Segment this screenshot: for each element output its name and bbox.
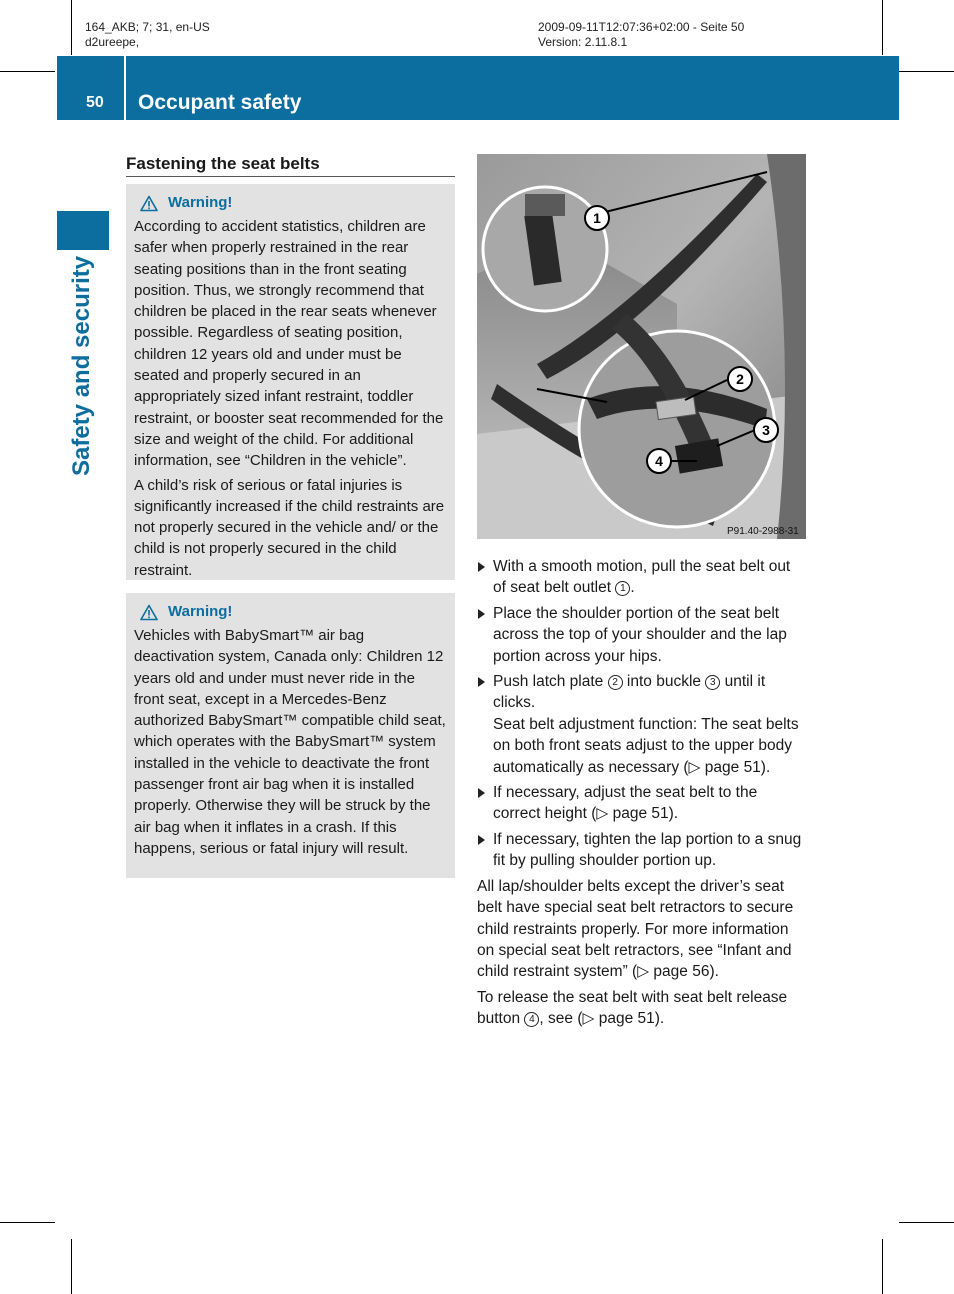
step-arrow-icon	[478, 562, 485, 572]
page-number: 50	[86, 94, 104, 111]
callout-marker	[585, 206, 609, 230]
crop-mark	[882, 1239, 883, 1294]
step-item	[477, 782, 807, 825]
callout-ref: 4	[524, 1012, 539, 1027]
step-text: .	[630, 579, 635, 597]
callout-ref: 1	[615, 581, 630, 596]
side-tab-marker	[57, 211, 109, 250]
crop-mark	[899, 71, 954, 72]
step-text: into buckle	[622, 673, 706, 691]
crop-mark	[71, 0, 72, 55]
warning-triangle-icon	[140, 604, 158, 621]
warning-text: According to accident statistics, children are safer when properly restrained in the rear seating positions than in the front seating position. Thus, we strongly recommend that children be placed in the rear seats whenever possible. Regardless of seating position, children 12 years old and under must be seated and properly secured in an appropriately sized infant restraint, toddler restraint, or booster seat recommended for the size and weight of the child. For additional information, see “Children in the vehicle”.	[134, 218, 444, 470]
chapter-title: Occupant safety	[138, 91, 302, 114]
step-text: If necessary, tighten the lap portion to a snug fit by pulling shoulder portion up.	[493, 830, 802, 870]
body-text: , see (▷ page 51).	[539, 1010, 665, 1028]
step-text: If necessary, adjust the seat belt to the correct height (▷ page 51).	[493, 784, 758, 823]
step-item	[477, 603, 807, 667]
meta-line: Version: 2.11.8.1	[538, 35, 628, 49]
callout-marker	[728, 367, 752, 391]
step-item	[477, 829, 807, 872]
step-item	[477, 671, 807, 778]
body-paragraph	[477, 987, 807, 1030]
side-tab-label: Safety and security	[68, 255, 95, 476]
warning-triangle-icon	[140, 195, 158, 212]
warning-label: Warning!	[168, 194, 233, 212]
step-text: With a smooth motion, pull the seat belt out of seat belt outlet	[493, 558, 791, 597]
crop-mark	[0, 71, 55, 72]
warning-label: Warning!	[168, 603, 233, 621]
callout-ref: 2	[608, 675, 623, 690]
seat-belt-photo	[477, 154, 806, 539]
callout-ref: 3	[705, 675, 720, 690]
callout-marker	[754, 418, 778, 442]
callout-marker	[647, 449, 671, 473]
crop-mark	[882, 0, 883, 55]
warning-header	[134, 601, 447, 623]
callout-label: 1	[593, 210, 601, 226]
warning-header	[134, 192, 447, 214]
callout-label: 2	[736, 371, 744, 387]
body-text: To release the seat belt with seat belt release button	[477, 988, 788, 1028]
warning-text: A child’s risk of serious or fatal injuries is significantly increased if the child restraints are not properly secured in the vehicle and/ or the child is not properly secured in the child restraint.	[134, 476, 445, 579]
step-text: Place the shoulder portion of the seat belt across the top of your shoulder and the lap portion across your hips.	[493, 604, 787, 665]
step-item	[477, 556, 807, 599]
step-text: until it clicks.	[493, 673, 766, 712]
warning-box	[126, 593, 455, 878]
callout-label: 4	[655, 453, 663, 469]
print-meta-left	[85, 20, 210, 50]
warning-box	[126, 184, 455, 580]
callout-label: 3	[762, 422, 770, 438]
step-note: Seat belt adjustment function: The seat belts on both front seats adjust to the upper body automatically as necessary (▷ page 51).	[493, 715, 799, 776]
header-divider	[124, 56, 126, 120]
meta-line: d2ureepe,	[85, 35, 140, 49]
side-tab	[68, 256, 114, 476]
step-arrow-icon	[478, 788, 485, 798]
step-arrow-icon	[478, 835, 485, 845]
warning-text: Vehicles with BabySmart™ air bag deactivation system, Canada only: Children 12 years old and under must never ride in the front seat, except in a Mercedes-Benz authorized BabySmart™ compatible child seat, which operates with the BabySmart™ system installed in the vehicle to deactivate the front passenger front air bag when it is installed properly. Otherwise they will be struck by the air bag when it inflates in a crash. If this happens, serious or fatal injury will result.	[134, 627, 446, 857]
print-meta-right	[538, 20, 744, 50]
instructions	[477, 556, 807, 1034]
figure-code: P91.40-2988-31	[727, 526, 799, 537]
seat-belt-illustration	[477, 154, 806, 539]
section-title: Fastening the seat belts	[126, 154, 320, 173]
body-paragraph: All lap/shoulder belts except the driver’s seat belt have special seat belt retractors to secure child restraints properly. For more information on special seat belt retractors, see “Infant and child restraint system” (▷ page 56).	[477, 877, 794, 981]
crop-mark	[0, 1222, 55, 1223]
step-arrow-icon	[478, 609, 485, 619]
meta-line: 164_AKB; 7; 31, en-US	[85, 20, 210, 34]
crop-mark	[71, 1239, 72, 1294]
meta-line: 2009-09-11T12:07:36+02:00 - Seite 50	[538, 20, 745, 34]
step-arrow-icon	[478, 677, 485, 687]
step-text: Push latch plate	[493, 673, 608, 691]
crop-mark	[899, 1222, 954, 1223]
section-rule	[126, 176, 455, 177]
